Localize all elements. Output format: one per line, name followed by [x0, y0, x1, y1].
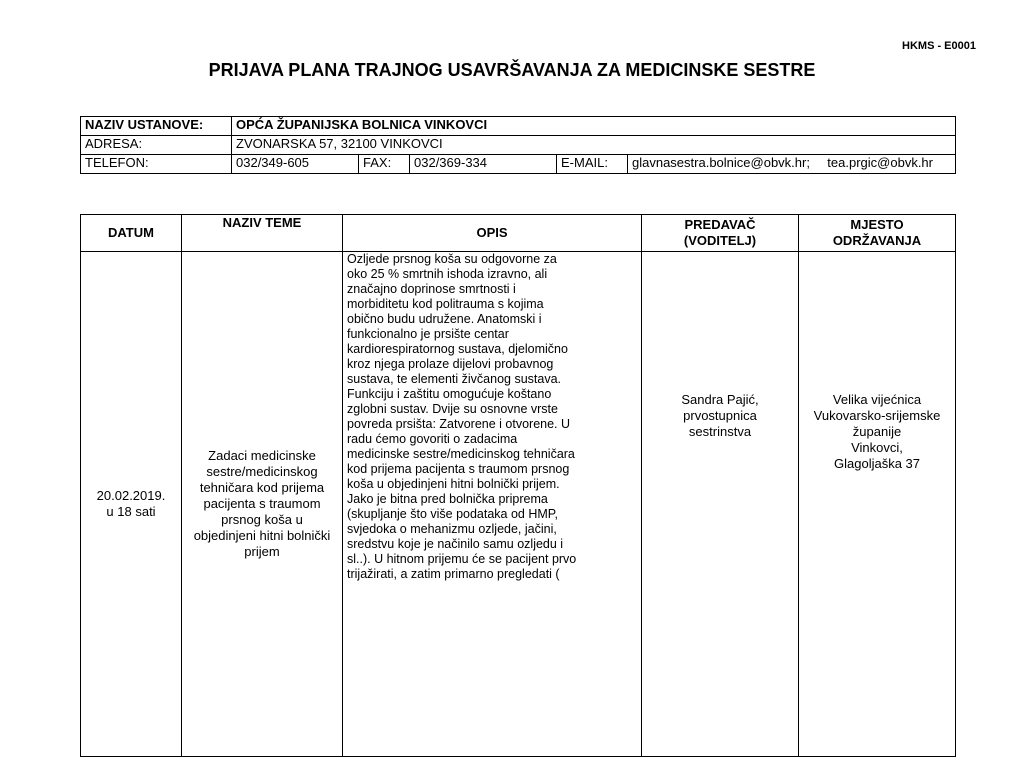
naziv-label: NAZIV USTANOVE: — [81, 117, 232, 136]
fax-label: FAX: — [359, 155, 410, 174]
header-predavac: PREDAVAČ (VODITELJ) — [642, 215, 799, 252]
row-mjesto: Velika vijećnica Vukovarsko-srijemske županije Vinkovci, Glagoljaška 37 — [799, 252, 956, 757]
header-naziv-teme: NAZIV TEME — [182, 215, 343, 252]
row-opis: Ozljede prsnog koša su odgovorne za oko 25 % smrtnih ishoda izravno, ali značajno doprinose smrtnosti i morbiditetu kod politrauma s kojima obično budu udružene. Anatomski i funkcionalno je prsište centar kardiorespiratornog sustava, djelomično kroz njega prolaze dijelovi probavnog sustava, te elementi živčanog sustava. Funkciju i zaštitu omogućuje koštano zglobni sustav. Dvije su osnovne vrste povreda prsišta: Zatvorene i otvorene. U radu ćemo govoriti o zadacima medicinske sestre/medicinskog tehničara kod prijema pacijenta s traumom prsnog koša u objedinjeni hitni bolnički prijem. Jako je bitna pred bolnička priprema (skupljanje što više podataka od HMP, svjedoka o mehanizmu ozljede, jačini, sredstvu koje je načinilo samu ozljedu i sl..). U hitnom prijemu će se pacijent prvo trijažirati, a zatim primarno pregledati ( — [343, 252, 642, 757]
adresa-label: ADRESA: — [81, 136, 232, 155]
naziv-value: OPĆA ŽUPANIJSKA BOLNICA VINKOVCI — [232, 117, 956, 136]
adresa-value: ZVONARSKA 57, 32100 VINKOVCI — [232, 136, 956, 155]
plan-table — [80, 214, 956, 757]
row-predavac: Sandra Pajić, prvostupnica sestrinstva — [642, 252, 799, 757]
table-row — [81, 136, 956, 155]
header-row — [81, 215, 956, 252]
page-title: PRIJAVA PLANA TRAJNOG USAVRŠAVANJA ZA MEDICINSKE SESTRE — [208, 60, 816, 80]
header-opis: OPIS — [343, 215, 642, 252]
institution-info-table — [80, 116, 956, 174]
telefon-label: TELEFON: — [81, 155, 232, 174]
row-naziv-teme: Zadaci medicinske sestre/medicinskog tehničara kod prijema pacijenta s traumom prsnog koša u objedinjeni hitni bolnički prijem — [182, 252, 343, 757]
form-code: HKMS - E0001 — [902, 40, 976, 52]
telefon-value: 032/349-605 — [232, 155, 359, 174]
email-value-1: glavnasestra.bolnice@obvk.hr; — [628, 155, 820, 174]
email-label: E-MAIL: — [557, 155, 628, 174]
header-mjesto: MJESTO ODRŽAVANJA — [799, 215, 956, 252]
table-row — [81, 155, 956, 174]
table-row — [81, 117, 956, 136]
fax-value: 032/369-334 — [410, 155, 557, 174]
header-datum: DATUM — [81, 215, 182, 252]
email-value-2: tea.prgic@obvk.hr — [819, 155, 955, 174]
table-row — [81, 252, 956, 757]
row-datum: 20.02.2019. u 18 sati — [81, 252, 182, 757]
